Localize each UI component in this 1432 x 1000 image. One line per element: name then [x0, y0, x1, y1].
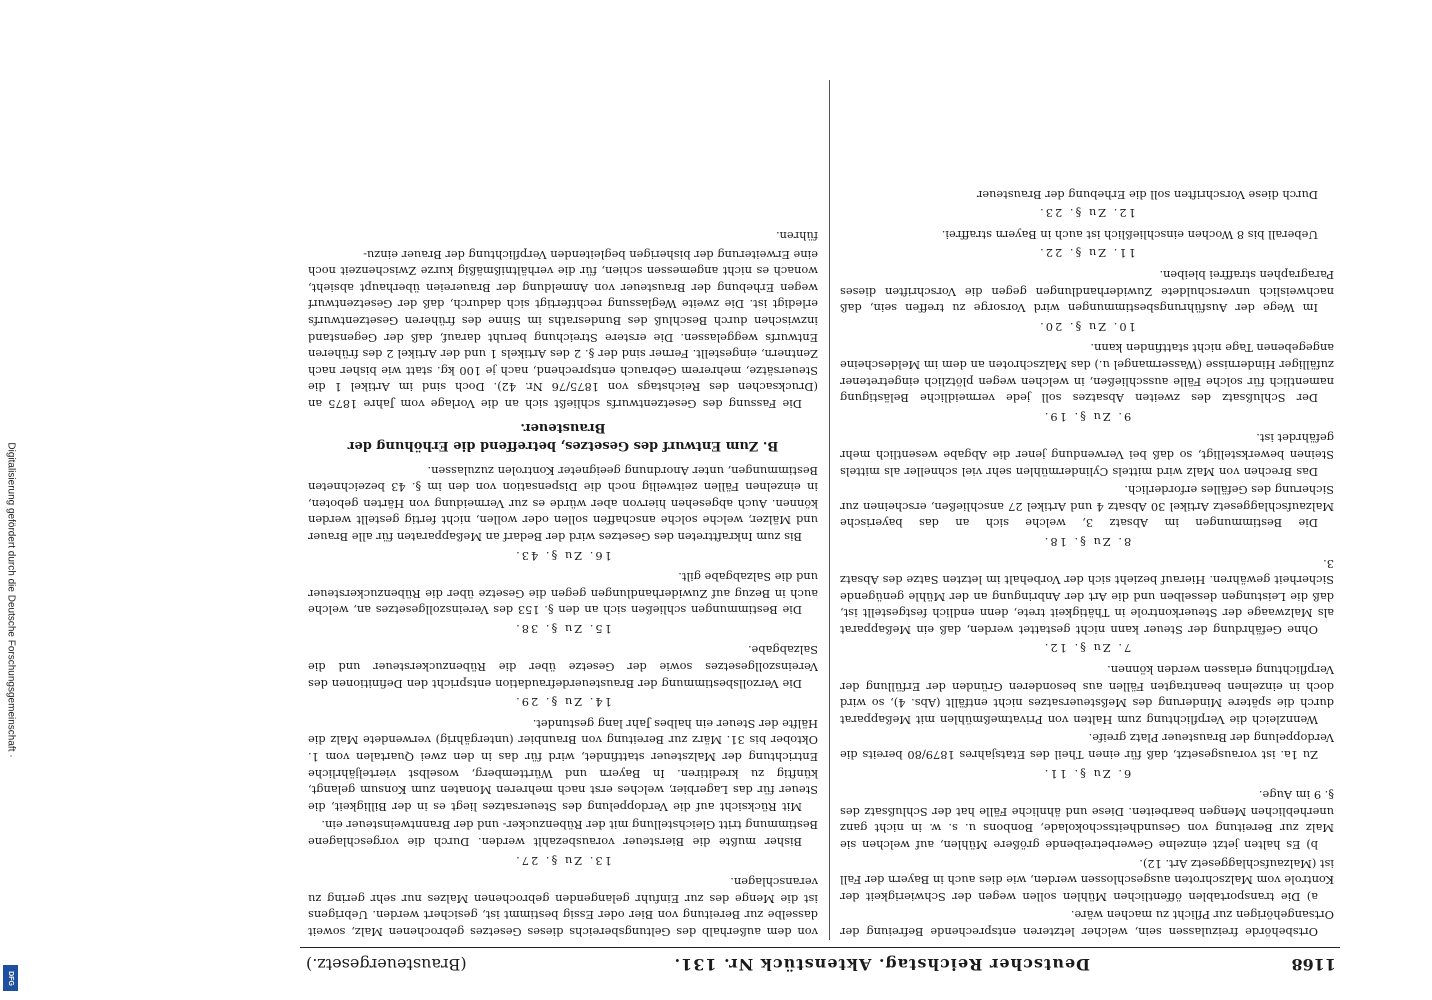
- right-column: [308, 80, 818, 940]
- section-heading: 6. Zu §. 11.: [1042, 766, 1132, 781]
- paragraph: Ohne Gefährdung der Steuer kann nicht gestattet werden, daß ein Meßapparat als Malzwaage der Steuerkontrole in Thätigkeit trete, denn endlich festgestellt ist, daß die Leistungen desselben und die Art der Anbringung an der Mühle genügende Sicherheit gewähren. Hierauf bezieht sich der Vorbehalt im letzten Satze des Absatz 3.: [840, 556, 1334, 637]
- running-title: Deutscher Reichstag. Aktenstück Nr. 131.: [673, 955, 1090, 974]
- section-heading: 8. Zu §. 18.: [1042, 534, 1132, 549]
- left-column: [840, 80, 1334, 940]
- paragraph: Das Brechen von Malz wird mittels Cylindermühlen sehr viel schneller als mittels Steinen bewerkstelligt, so daß bei Verwendung jener die Abgabe wesentlich mehr gefährdet ist.: [840, 431, 1334, 479]
- paragraph: Mit Rücksicht auf die Verdoppelung des Steuersatzes liegt es in der Billigkeit, die Steuer für das Lagerbier, welches erst nach mehreren Monaten zum Konsum gelangt, künftig zu kreditiren. In Bayern und Württemberg, woselbst vierteljährliche Entrichtung der Malzsteuer stattfindet, wird für das in den zwei Quartalen vom 1. Oktober bis 31. März zur Bereitung von Braunbier (untergährig) verwendete Malz die Hälfte der Steuer ein halbes Jahr lang gestundet.: [308, 716, 818, 814]
- paragraph: a) Die transportablen öffentlichen Mühlen sollen wegen der Schwierigkeit der Kontrole vom Malzschroten ausgeschlossen werden, wie dies auch in Bayern der Fall ist (Malzaufschlaggesetz Art. 12).: [840, 856, 1334, 904]
- scanned-page: [300, 58, 1340, 978]
- paragraph: Zu 1a. ist vorausgesetzt, daß für einen Theil des Etatsjahres 1879/80 bereits die Verdoppelung der Brausteuer Platz greife.: [840, 731, 1334, 763]
- paragraph: Der Schlußsatz des zweiten Absatzes soll jede vermeidliche Belästigung namentlich für solche Fälle ausschließen, in welchen wegen plötzlich eingetretener zufälliger Hindernisse (Wassermangel u.) das Malzschroten an dem im Meldescheine angegebenen Tage nicht stattfinden kann.: [840, 341, 1334, 406]
- page-rotated: [300, 58, 1340, 978]
- page-number: 1168: [1291, 955, 1336, 974]
- column-divider: [829, 80, 830, 940]
- section-heading: 11. Zu §. 22.: [1038, 246, 1136, 261]
- paragraph: Die Bestimmungen im Absatz 3, welche sich an das bayerische Malzaufschlaggesetz Artikel 30 Absatz 4 und Artikel 27 anschließen, erscheinen zur Sicherung des Gefälles erforderlich.: [840, 483, 1334, 531]
- paragraph: Ortsbehörde freizulassen sein, welcher letzteren entsprechende Befreiung der Ortsangehörigen zur Pflicht zu machen wäre.: [840, 908, 1334, 939]
- paragraph: führen.: [775, 229, 818, 244]
- part-b-heading: B. Zum Entwurf des Gesetzes, betreffend die Erhöhung der Brausteuer.: [347, 419, 779, 453]
- paragraph: Durch diese Vorschriften soll die Erhebung der Brausteuer: [976, 187, 1318, 202]
- page-header: [300, 947, 1340, 978]
- section-heading: 14. Zu §. 29.: [514, 695, 612, 710]
- paragraph: Die Bestimmungen schließen sich an den §. 153 des Vereinszollgesetzes an, welche auch in Bezug auf Zuwiderhandlungen gegen die Gesetze über die Rübenzuckersteuer und die Salzabgabe gilt.: [308, 570, 818, 618]
- paragraph: Wennzleich die Verpflichtung zum Halten von Privatmeßmühlen mit Meßapparat durch die spätere Minderung des Meßsteuersatzes nicht entfällt (Abs. 4), so wird doch in einzelnen beantragten Fällen aus besonderen Gründen der Erfüllung der Verpflichtung erlassen werden können.: [840, 663, 1334, 727]
- section-heading: 13. Zu §. 27.: [514, 853, 612, 868]
- paragraph: Ueberall bis 8 Wochen einschließlich ist auch in Bayern straffrei.: [941, 227, 1318, 242]
- paragraph: Bis zum Inkrafttreten des Gesetzes wird der Bedarf an Meßapparaten für alle Brauer und Mälzer, welche solche anschaffen sollen oder wollen, nicht fertig gestellt werden können. Auch abgesehen hiervon aber würde es zur Vermeidung von Härten geboten, in einzelnen Fällen zeitweilig noch die Dispensation von den im §. 43 bezeichneten Bestimmungen, unter Anordnung geeigneter Kontrolen zuzulassen.: [308, 463, 818, 544]
- credit-strip: [0, 0, 22, 1000]
- paragraph: Die Verzollsbestimmung der Brausteuerdefraudation entspricht den Definitionen des Vereinszollgesetzes sowie der Gesetze über die Rübenzuckersteuer und die Salzabgabe.: [308, 643, 818, 691]
- paragraph: Im Wege der Ausführungsbestimmungen wird Vorsorge zu treffen sein, daß nachweislich unverschuldete Zuwiderhandlungen gegen die Vorschriften dieses Paragraphen straffrei bleiben.: [840, 268, 1334, 316]
- paragraph: von dem außerhalb des Geltungsbereichs dieses Gesetzes gebrochenen Malz, soweit dasselbe zur Bereitung von Bier oder Essig bestimmt ist, gesichert werden. Uebrigens ist die Menge des zur Einfuhr gelangenden gebrochenen Malzes nur sehr gering zu veranschlagen.: [308, 875, 818, 939]
- section-heading: 15. Zu §. 38.: [514, 621, 612, 636]
- paragraph: Bisher mußte die Biersteuer vorausbezahlt werden. Durch die vorgeschlagene Bestimmung tritt Gleichstellung mit der Rübenzucker- und der Branntweinsteuer ein.: [308, 818, 818, 850]
- dfg-logo: DFG: [3, 965, 18, 991]
- paragraph: b) Es halten jetzt einzelne Gewerbetreibende größere Mühlen, auf welchen sie Malz zur Bereitung von Gesundheitsschokolade, Bonbons u. s. w. in nicht ganz unerheblichen Mengen bearbeiten. Diese und ähnliche Fälle hat der Schlußsatz des §. 9 im Auge.: [840, 788, 1334, 853]
- section-reference: (Brausteuergesetz.): [306, 955, 467, 974]
- section-heading: 12. Zu §. 23.: [1038, 206, 1136, 221]
- section-heading: 9. Zu §. 19.: [1042, 409, 1132, 424]
- section-heading: 10. Zu §. 20.: [1038, 319, 1136, 334]
- paragraph: Die Fassung des Gesetzentwurfs schließt sich an die Vorlage vom Jahre 1875 an (Drucksachen des Reichstags von 1875/76 Nr. 42). Doch sind im Artikel 1 die Steuersätze, mehrerem Gebrauch entsprechend, nach je 100 kg. statt wie bisher nach Zentnern, eingestellt. Ferner sind der §. 2 des Artikels 1 und der Artikel 2 des früheren Entwurfs weggelassen. Die erstere Streichung beruht darauf, daß der Gegenstand inzwischen durch Beschluß des Bundesraths im Sinne des früheren Gesetzentwurfs erledigt ist. Die zweite Weglassung rechtfertigt sich dadurch, daß der Gesetzentwurf wegen Erhebung der Brausteuer von Anmeldung der Brauereien überhaupt absieht, wonach es nicht angemessen schien, für die verhältnißmäßig kurze Zwischenzeit noch eine Erweiterung der bisherigen begleitenden Verpflichtung der Brauer einzu-: [308, 247, 818, 411]
- digitization-credit: Digitalisierung gefördert durch die Deutsche Forschungsgemeinschaft ·: [5, 442, 17, 758]
- section-heading: 16. Zu §. 43.: [514, 548, 612, 563]
- section-heading: 7. Zu §. 12.: [1042, 641, 1132, 656]
